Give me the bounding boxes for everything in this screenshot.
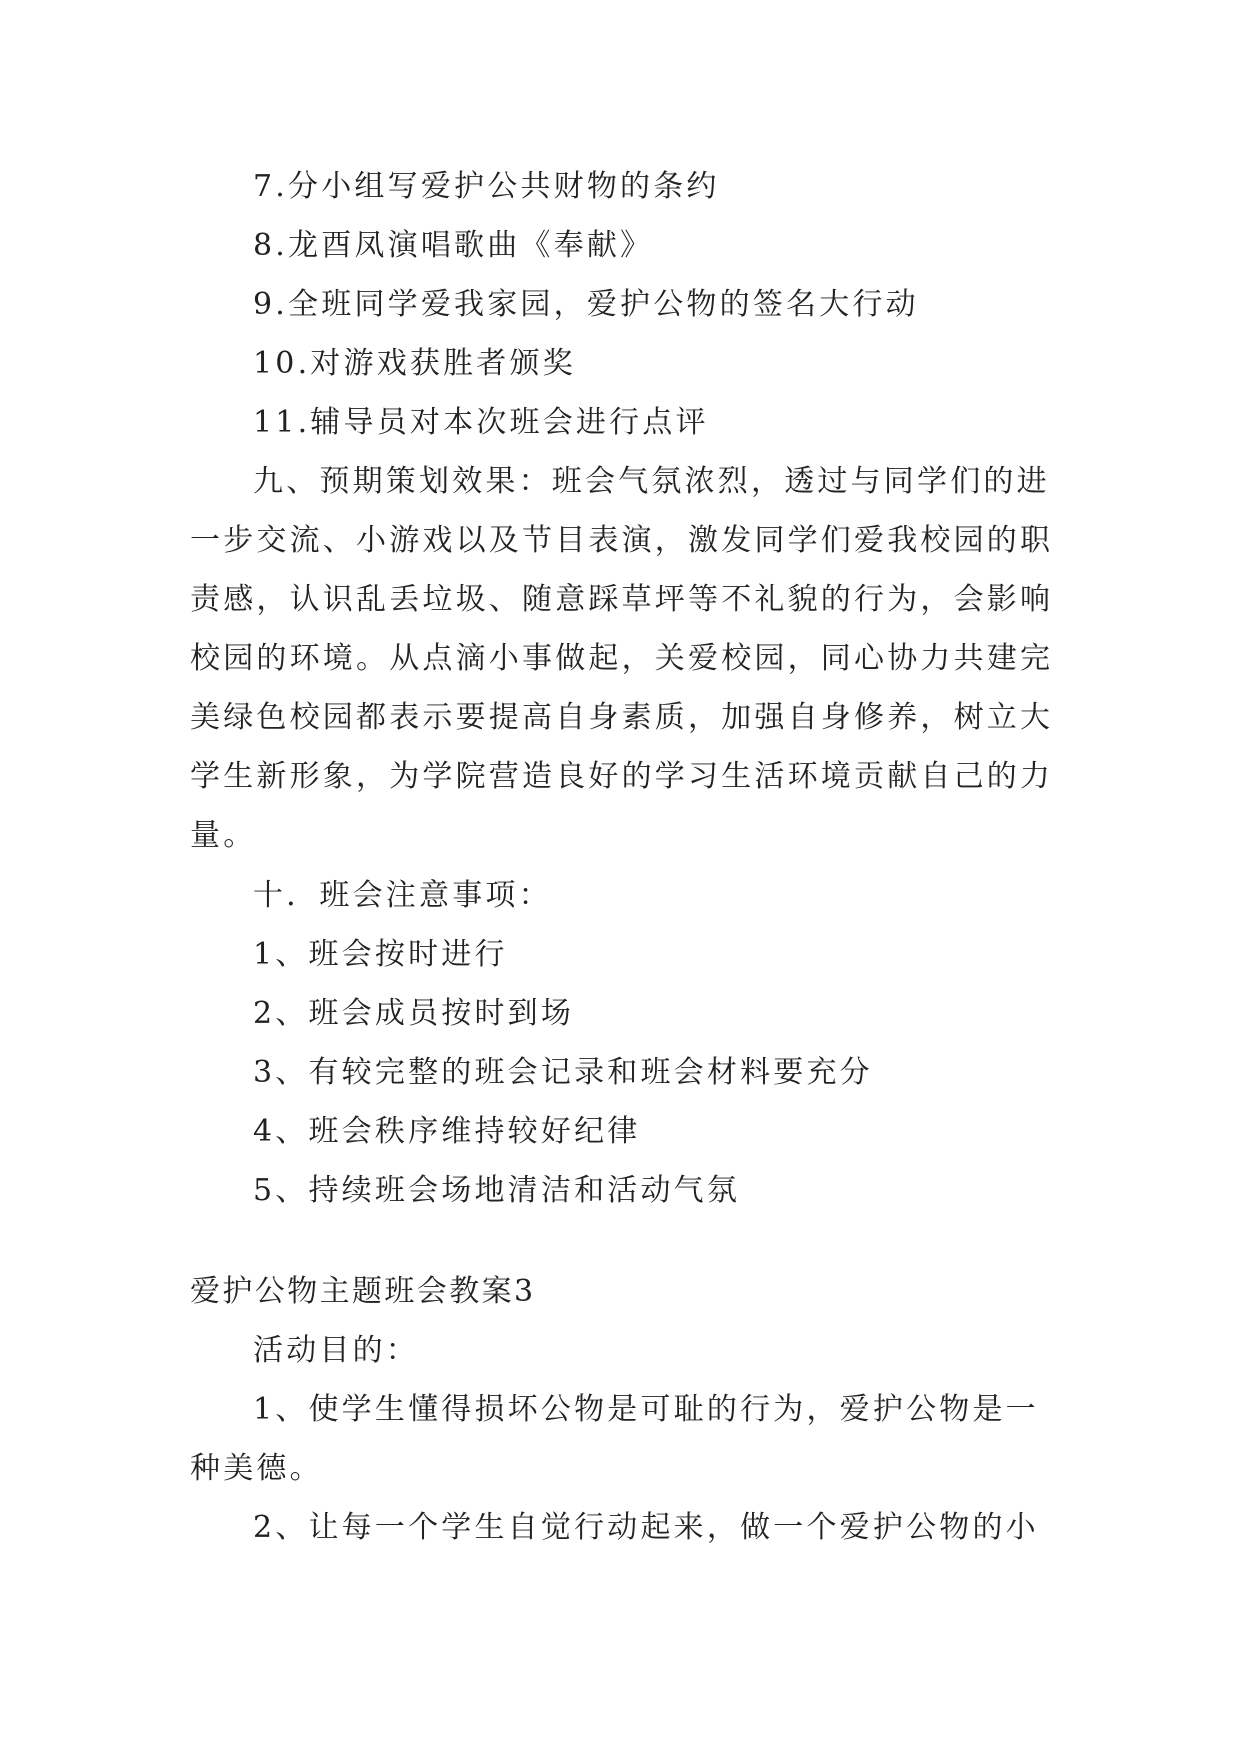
- paragraph-line: 种美德。: [190, 1451, 323, 1486]
- paragraph-line: 校园的环境。从点滴小事做起，关爱校园，同心协力共建完: [190, 641, 1054, 676]
- paragraph-line: 量。: [190, 818, 257, 853]
- document-title: 爱护公物主题班会教案3: [190, 1274, 536, 1309]
- list-item-10: 10.对游戏获胜者颁奖: [253, 346, 576, 381]
- paragraph-line: 责感，认识乱丢垃圾、随意踩草坪等不礼貌的行为，会影响: [190, 582, 1054, 617]
- paragraph-line: 美绿色校园都表示要提高自身素质，加强自身修养，树立大: [190, 700, 1054, 735]
- section-heading: 活动目的：: [253, 1333, 419, 1368]
- list-item: 4、班会秩序维持较好纪律: [253, 1114, 641, 1149]
- list-item-7: 7.分小组写爱护公共财物的条约: [253, 169, 720, 204]
- paragraph-line: 学生新形象，为学院营造良好的学习生活环境贡献自己的力: [190, 759, 1054, 794]
- list-item: 1、班会按时进行: [253, 937, 508, 972]
- list-item-11: 11.辅导员对本次班会进行点评: [253, 405, 709, 440]
- paragraph-line: 2、让每一个学生自觉行动起来，做一个爱护公物的小: [253, 1510, 1039, 1545]
- list-item: 5、持续班会场地清洁和活动气氛: [253, 1173, 741, 1208]
- list-item-9: 9.全班同学爱我家园，爱护公物的签名大行动: [253, 287, 919, 322]
- list-item-8: 8.龙酉凤演唱歌曲《奉献》: [253, 228, 654, 263]
- list-item: 2、班会成员按时到场: [253, 996, 575, 1031]
- paragraph-line: 一步交流、小游戏以及节目表演，激发同学们爱我校园的职: [190, 523, 1054, 558]
- paragraph-line: 1、使学生懂得损坏公物是可耻的行为，爱护公物是一: [253, 1392, 1039, 1427]
- list-item: 3、有较完整的班会记录和班会材料要充分: [253, 1055, 873, 1090]
- section-heading: 十．班会注意事项：: [253, 878, 552, 913]
- paragraph-line: 九、预期策划效果：班会气氛浓烈，透过与同学们的进: [253, 464, 1050, 499]
